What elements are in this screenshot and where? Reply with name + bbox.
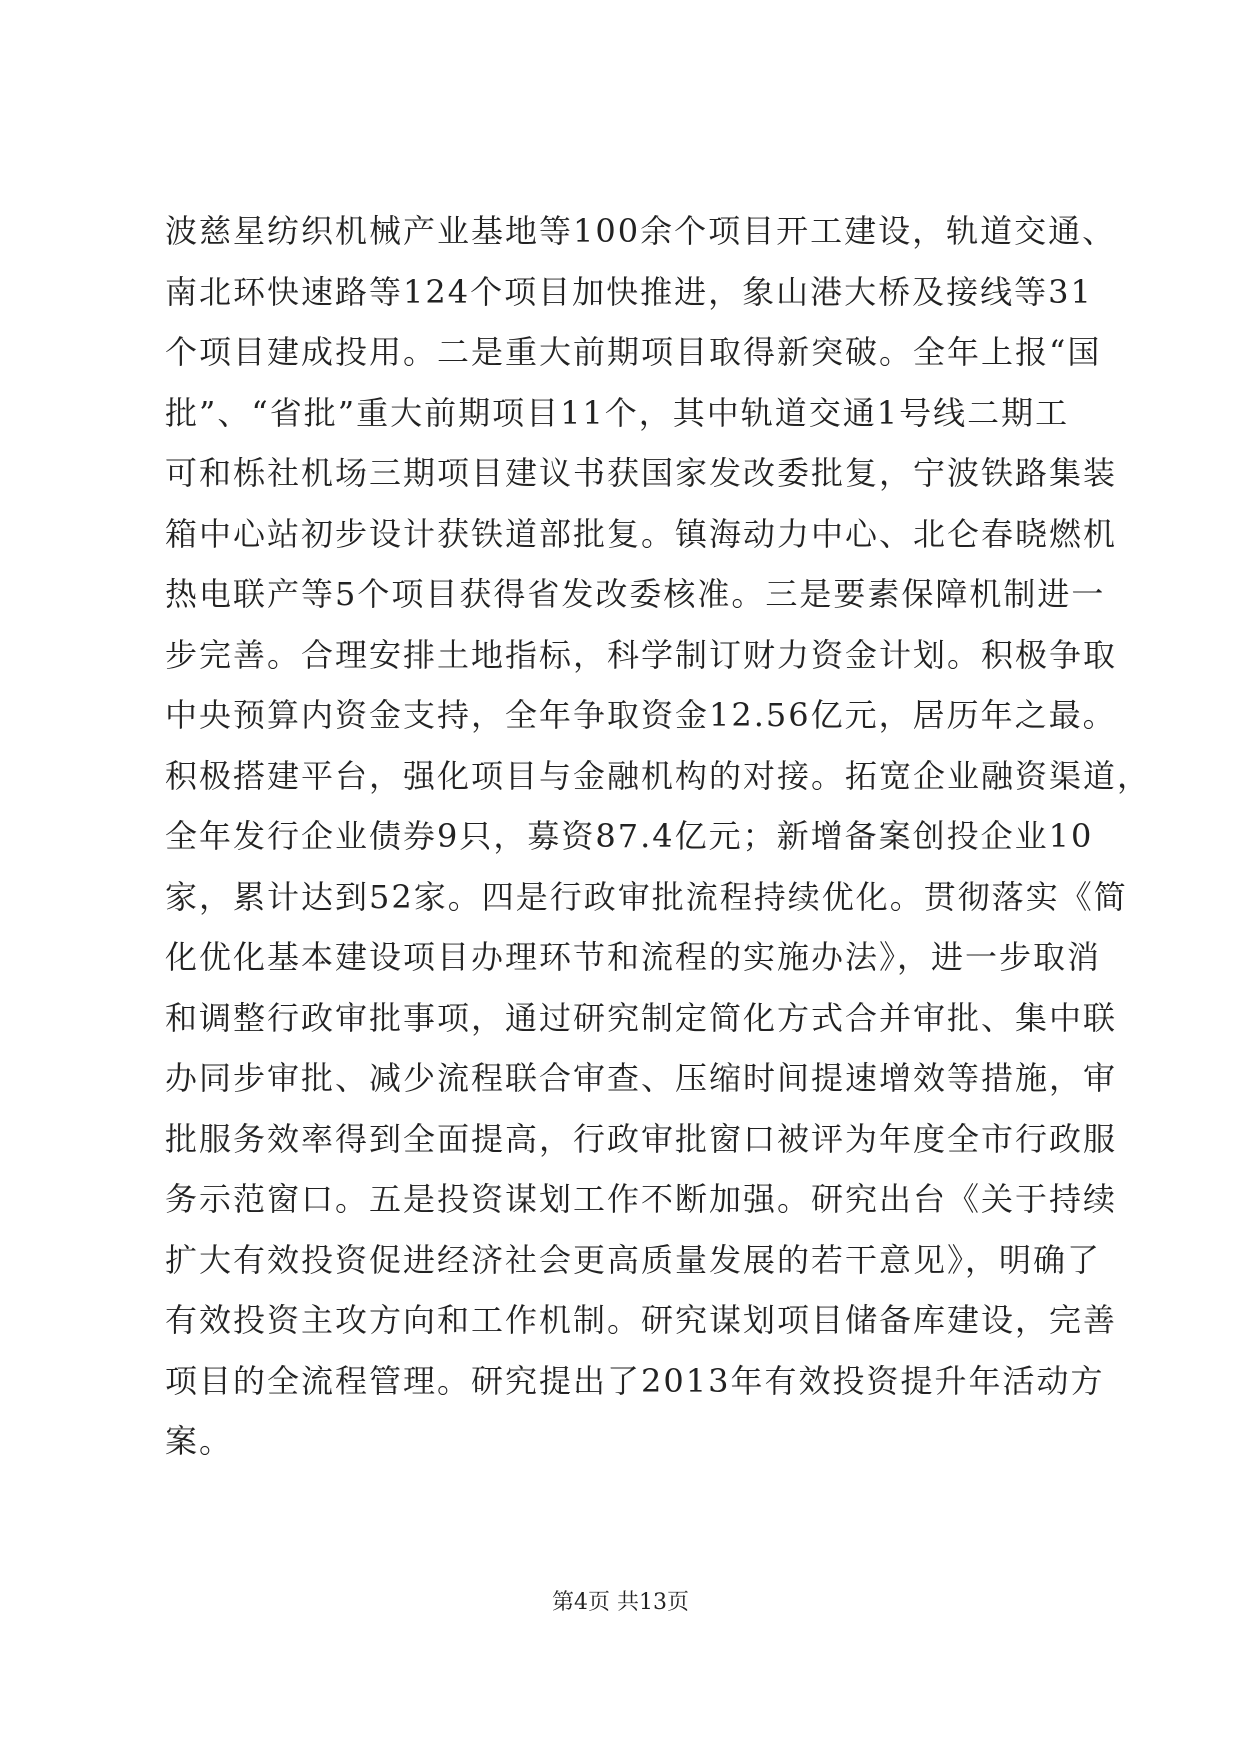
text-line: 热电联产等5个项目获得省发改委核准。三是要素保障机制进一 — [165, 575, 1106, 613]
text-line: 批”、“省批”重大前期项目11个，其中轨道交通1号线二期工 — [165, 393, 1070, 432]
text-line: 积极搭建平台，强化项目与金融机构的对接。拓宽企业融资渠道， — [165, 756, 1152, 795]
text-line: 全年发行企业债券9只，募资87.4亿元；新增备案创投企业10 — [165, 817, 1094, 855]
body-paragraph — [165, 201, 1152, 1472]
text-line: 波慈星纺织机械产业基地等100余个项目开工建设，轨道交通、 — [165, 212, 1117, 250]
text-line: 家，累计达到52家。四是行政审批流程持续优化。贯彻落实《简 — [165, 877, 1128, 916]
text-line: 化优化基本建设项目办理环节和流程的实施办法》，进一步取消 — [165, 938, 1102, 976]
text-line: 中央预算内资金支持，全年争取资金12.56亿元，居历年之最。 — [165, 696, 1117, 734]
text-line: 和调整行政审批事项，通过研究制定简化方式合并审批、集中联 — [165, 998, 1118, 1037]
text-line: 项目的全流程管理。研究提出了2013年有效投资提升年活动方 — [165, 1361, 1105, 1400]
page-number-footer: 第4页 共13页 — [552, 1590, 689, 1615]
text-line: 箱中心站初步设计获铁道部批复。镇海动力中心、北仑春晓燃机 — [165, 514, 1118, 553]
text-line: 可和栎社机场三期项目建议书获国家发改委批复，宁波铁路集装 — [165, 454, 1118, 492]
text-line: 务示范窗口。五是投资谋划工作不断加强。研究出台《关于持续 — [165, 1180, 1118, 1218]
text-line: 南北环快速路等124个项目加快推进，象山港大桥及接线等31 — [165, 272, 1093, 311]
text-line: 批服务效率得到全面提高，行政审批窗口被评为年度全市行政服 — [165, 1119, 1118, 1158]
text-line: 有效投资主攻方向和工作机制。研究谋划项目储备库建设，完善 — [165, 1301, 1118, 1339]
text-line: 案。 — [165, 1422, 234, 1460]
text-line: 扩大有效投资促进经济社会更高质量发展的若干意见》，明确了 — [165, 1240, 1102, 1279]
text-line: 办同步审批、减少流程联合审查、压缩时间提速增效等措施，审 — [165, 1059, 1118, 1097]
text-line: 个项目建成投用。二是重大前期项目取得新突破。全年上报“国 — [165, 333, 1102, 371]
text-line: 步完善。合理安排土地指标，科学制订财力资金计划。积极争取 — [165, 635, 1118, 674]
